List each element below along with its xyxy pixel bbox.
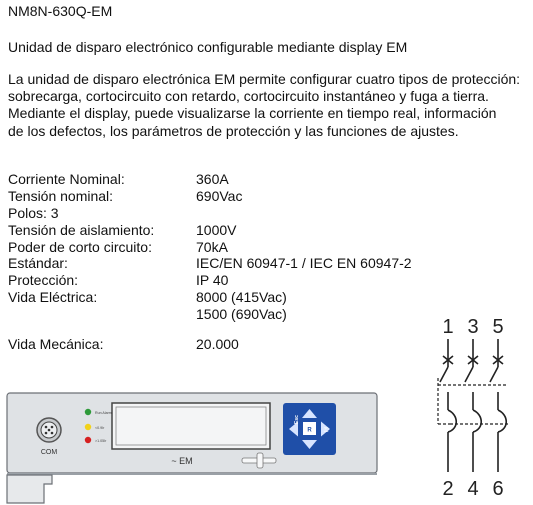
product-subtitle: Unidad de disparo electrónico configurable mediante display EM — [8, 39, 408, 55]
spec-label: Vida Mecánica: — [8, 336, 104, 353]
terminal-label: 4 — [467, 478, 479, 500]
key-reset-label: R — [307, 427, 312, 434]
com-port-icon — [37, 418, 61, 442]
terminal-label: 2 — [442, 478, 454, 500]
spec-label: Estándar: — [8, 255, 68, 272]
spec-label: Polos: 3 — [8, 204, 59, 221]
spec-value: 8000 (415Vac) — [196, 289, 287, 306]
spec-value: 1000V — [196, 221, 237, 238]
spec-label: Tensión de aislamiento: — [8, 221, 155, 238]
key-lock-label: ⚿ — [323, 427, 329, 434]
description-line: sobrecarga, cortocircuito con retardo, cortocircuito instantáneo y fuga a tierra. — [8, 88, 489, 105]
spec-label: Poder de corto circuito: — [8, 238, 152, 255]
lcd-display — [112, 403, 270, 449]
spec-value: 690Vac — [196, 187, 243, 204]
terminal-label: 6 — [492, 478, 504, 500]
spec-value: 360A — [196, 171, 229, 187]
led-label: Run Alarm — [95, 411, 112, 415]
spec-value: IEC/EN 60947-1 / IEC EN 60947-2 — [196, 255, 412, 272]
trip-unit-panel — [6, 392, 378, 504]
spec-label: Protección: — [8, 272, 79, 289]
terminal-label: 3 — [467, 316, 479, 338]
spec-label: Corriente Nominal: — [8, 171, 125, 187]
product-code: NM8N-630Q-EM — [8, 3, 113, 19]
led-run-icon — [85, 409, 91, 415]
key-esc-label: Esc — [294, 415, 300, 424]
description-line: La unidad de disparo electrónica EM permite configurar cuatro tipos de protección: — [8, 71, 521, 87]
com-label: COM — [40, 449, 58, 456]
spec-label: Tensión nominal: — [8, 187, 114, 204]
description-line: Mediante el display, puede visualizarse la corriente en tiempo real, información — [8, 105, 497, 122]
spec-label: Vida Eléctrica: — [8, 289, 98, 306]
spec-value: IP 40 — [196, 272, 229, 289]
spec-value: 20.000 — [196, 336, 239, 353]
led-label: >1.05Ir — [95, 439, 107, 443]
terminal-label: 5 — [492, 316, 504, 338]
terminal-label: 1 — [442, 316, 454, 338]
model-label: ~ EM — [171, 456, 193, 466]
spec-value: 70kA — [196, 238, 228, 255]
led-alarm-icon — [85, 437, 91, 443]
led-label: <0.9Ir — [95, 426, 105, 430]
spec-value: 1500 (690Vac) — [196, 306, 287, 323]
breaker-schematic — [430, 312, 530, 502]
led-warning-icon — [85, 424, 91, 430]
description-paragraph — [8, 71, 520, 140]
description-line: de los defectos, los parámetros de protección y las funciones de ajustes. — [8, 122, 459, 139]
